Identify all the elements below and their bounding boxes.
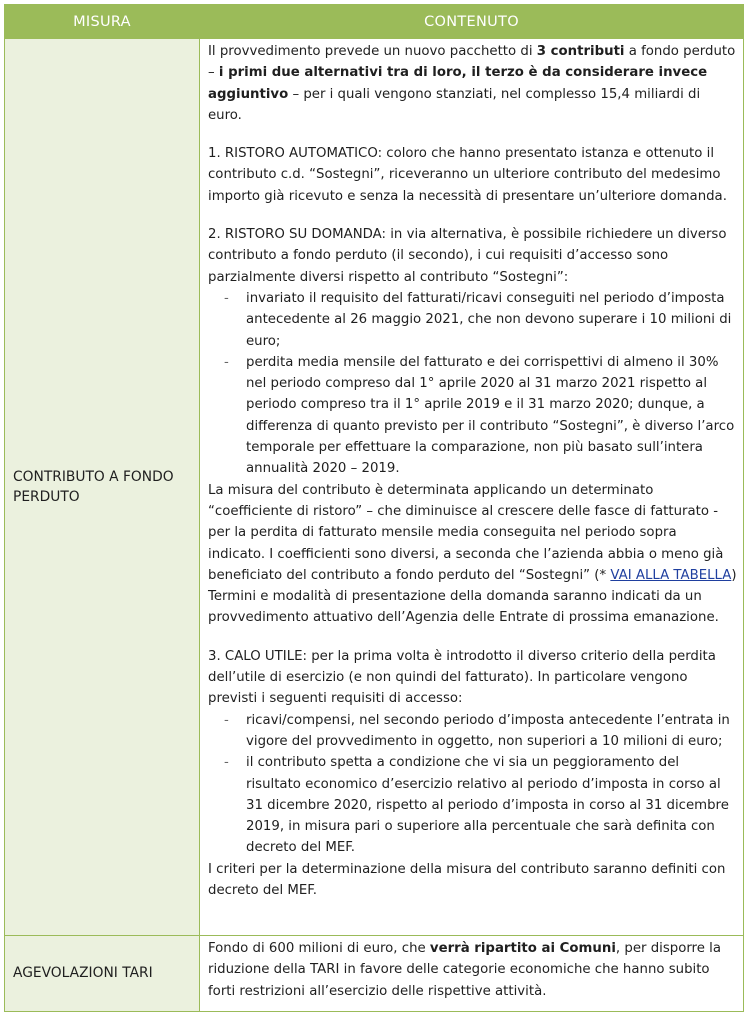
intro-text-2: a fondo perduto – [208,44,736,81]
measure-label-contributo: CONTRIBUTO A FONDO PERDUTO [5,39,200,936]
tari-text-2: , per disporre la riduzione della TARI in favore delle categorie economiche che hanno subito forti restrizioni all’esercizio delle rispettive attività. [208,941,721,999]
dash-marker: - [224,712,229,728]
tari-paragraph [208,938,737,1002]
intro-text-3: – per i quali vengono stanziati, nel complesso 15,4 miliardi di euro. [208,86,701,123]
section-calo-utile [208,646,737,710]
intro-paragraph [208,41,737,126]
section-ristoro-su-domanda [208,224,737,288]
table-header-row [5,5,744,39]
measures-table [4,4,744,1012]
intro-bold-1: 3 contributi [536,44,625,59]
list-item [208,752,737,858]
tari-text-1: Fondo di 600 milioni di euro, che [208,941,430,956]
list-item [208,710,737,753]
measure-content-contributo [200,39,744,936]
dash-marker: - [224,290,229,306]
table-row [5,936,744,1012]
dash-marker: - [224,354,229,370]
measure-label-tari: AGEVOLAZIONI TARI [5,936,200,1012]
link-asterisk: * [599,567,607,583]
coefficient-text: La misura del contributo è determinata applicando un determinato “coefficiente di ristoro” – che diminuisce al crescere delle fasce di fatturato - per la perdita di fatturato mensile media conseguita nel periodo sopra indicato. I coefficienti sono diversi, a seconda che l’azienda abbia o meno già beneficiato del contributo a fondo perduto del “Sostegni” ( [208,482,724,583]
requirements-list [208,710,737,859]
criteria-paragraph: I criteri per la determinazione della misura del contributo saranno definiti con decreto del MEF. [208,861,726,898]
measure-content-tari [200,936,744,1012]
section-title: 1. RISTORO AUTOMATICO [208,146,378,162]
section-text: : per la prima volta è introdotto il diverso criterio della perdita dell’utile di esercizio (e non quindi del fatturato). In particolare vengono previsti i seguenti requisiti di accesso: [208,648,716,707]
list-item-text: il contributo spetta a condizione che vi sia un peggioramento del risultato economico d’esercizio relativo al periodo d’imposta in corso al 31 dicembre 2020, rispetto al periodo d’imposta in corso al 31 dicembre 2019, in misura pari o superiore alla percentuale che sarà definita con decreto del MEF. [246,755,729,856]
list-item [208,288,737,352]
section-ristoro-automatico [208,143,737,207]
section-title: 3. CALO UTILE [208,648,303,664]
intro-bold-2: i primi due alternativi tra di loro, il terzo è da considerare invece aggiuntivo [208,65,708,102]
terms-paragraph: Termini e modalità di presentazione della domanda saranno indicati da un provvedimento attuativo dell’Agenzia delle Entrate di prossima emanazione. [208,589,719,626]
tari-bold: verrà ripartito ai Comuni [429,941,616,956]
header-contenuto: CONTENUTO [200,5,744,39]
vai-alla-tabella-link[interactable]: VAI ALLA TABELLA [610,567,732,583]
section-title: 2. RISTORO SU DOMANDA [208,227,382,243]
requirements-list [208,288,737,480]
table-row [5,39,744,936]
list-item [208,352,737,480]
header-misura: MISURA [5,5,200,39]
closing-paren: ) [731,567,737,583]
list-item-text: ricavi/compensi, nel secondo periodo d’imposta antecedente l’entrata in vigore del provvedimento in oggetto, non superiori a 10 milioni di euro; [246,712,730,749]
section-text: : coloro che hanno presentato istanza e ottenuto il contributo c.d. “Sostegni”, riceveranno un ulteriore contributo del medesimo importo già ricevuto e senza la necessità di presentare un’ulteriore domanda. [208,146,727,204]
coefficient-paragraph [208,480,737,586]
intro-text-1: Il provvedimento prevede un nuovo pacchetto di [208,44,537,59]
section-text: : in via alternativa, è possibile richiedere un diverso contributo a fondo perduto (il secondo), i cui requisiti d’accesso sono parzialmente diversi rispetto al contributo “Sostegni”: [208,227,727,285]
list-item-text: perdita media mensile del fatturato e dei corrispettivi di almeno il 30% nel periodo compreso dal 1° aprile 2020 al 31 marzo 2021 rispetto al periodo compreso tra il 1° aprile 2019 e il 31 marzo 2020; dunque, a differenza di quanto previsto per il contributo “Sostegni”, è diverso l’arco temporale per effettuare la comparazione, non più basato sull’intera annualità 2020 – 2019. [246,354,735,477]
dash-marker: - [224,755,229,771]
list-item-text: invariato il requisito del fatturati/ricavi conseguiti nel periodo d’imposta antecedente al 26 maggio 2021, che non devono superare i 10 milioni di euro; [246,290,732,349]
